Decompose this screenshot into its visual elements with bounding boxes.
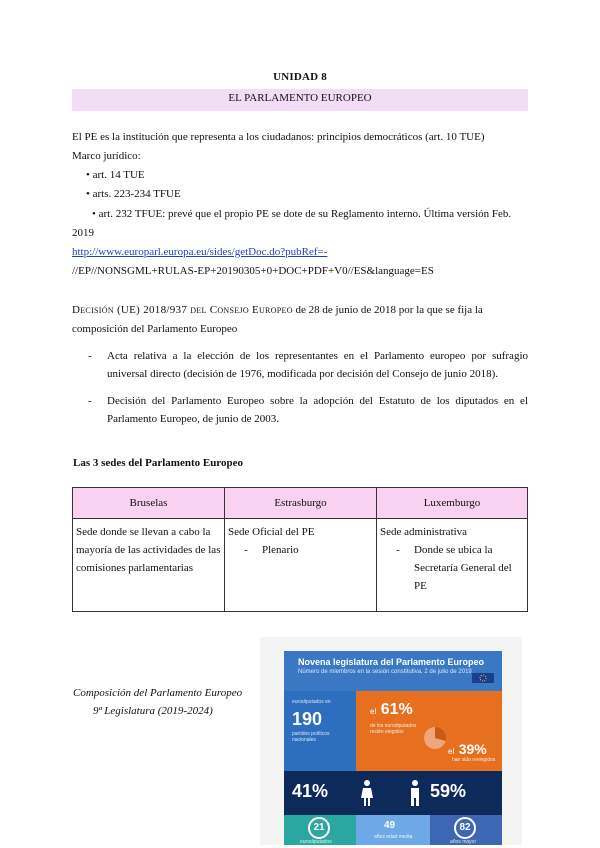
pct-prefix: el — [370, 707, 377, 716]
table-cell — [73, 519, 225, 612]
figure-caption: Composición del Parlamento Europeo — [73, 687, 243, 699]
table-header: Luxemburgo — [377, 488, 528, 519]
new-members-block — [356, 691, 502, 771]
new-members-stat — [370, 701, 413, 719]
list-item: - Plenario — [244, 541, 373, 559]
bruselas-description: Sede donde se llevan a cabo la mayoría de las actividades de las comisiones parlamentarias — [76, 526, 221, 574]
women-pct: 41% — [292, 781, 329, 801]
bullet-item: • arts. 223-234 TFUE — [86, 188, 181, 200]
gender-block — [284, 771, 502, 815]
average-age-label: años edad media — [374, 834, 413, 840]
luxemburgo-list — [380, 541, 524, 595]
table-header: Estrasburgo — [225, 488, 377, 519]
infographic-panel — [284, 651, 502, 845]
list-item: - Donde se ubica la Secretaría General del PE — [396, 541, 524, 595]
table-cell — [225, 519, 377, 612]
reelected-pct: 39% — [458, 741, 487, 757]
infographic-header — [284, 651, 502, 691]
parties-block — [284, 691, 356, 771]
woman-icon — [360, 779, 374, 807]
sedes-table — [72, 487, 528, 612]
men-pct: 59% — [430, 781, 467, 801]
infographic-subtitle: Número de miembros en la sesión constitutiva, 2 de julio de 2019 — [298, 669, 472, 675]
infographic-title: Novena legislatura del Parlamento Europeo — [298, 657, 485, 667]
reglamento-link-continuation: //EP//NONSGML+RULAS-EP+20190305+0+DOC+PDF+V0//ES&language=ES — [72, 265, 434, 277]
reglamento-link[interactable]: http://www.europarl.europa.eu/sides/getDoc.do?pubRef=- — [72, 246, 328, 258]
page-title: EL PARLAMENTO EUROPEO — [228, 92, 372, 104]
oldest-age: 82 — [454, 817, 476, 839]
composition-infographic — [260, 637, 522, 845]
unit-title: UNIDAD 8 — [273, 71, 327, 83]
table-cell — [377, 519, 528, 612]
estrasburgo-title: Sede Oficial del PE — [228, 526, 315, 538]
pie-chart-icon — [422, 725, 448, 751]
sedes-section-title: Las 3 sedes del Parlamento Europeo — [73, 457, 243, 469]
average-age: 49 — [384, 820, 396, 831]
marco-juridico-label: Marco jurídico: — [72, 150, 141, 162]
table-row — [73, 519, 528, 612]
average-age-block — [356, 815, 430, 845]
decision-line — [72, 303, 528, 317]
intro-line: El PE es la institución que representa a los ciudadanos: principios democráticos (art. 10 TUE) — [72, 131, 485, 143]
pct-prefix: el — [448, 747, 455, 756]
estrasburgo-list — [228, 541, 373, 559]
oldest-block — [430, 815, 502, 845]
luxemburgo-title: Sede administrativa — [380, 526, 468, 538]
new-members-label: de los eurodiputados recién elegidos — [370, 723, 417, 735]
list-item-text: Acta relativa a la elección de los representantes en el Parlamento europeo por sufragio universal directo (decisión de 1976, modificada por decisión del Consejo de junio 2018). — [107, 350, 528, 380]
decision-list-item — [88, 392, 528, 432]
bullet-item: • art. 14 TUE — [86, 169, 145, 181]
decision-list-item — [88, 347, 528, 387]
table-header: Bruselas — [73, 488, 225, 519]
decision-reference: Decisión (UE) 2018/937 del Consejo Europeo — [72, 304, 293, 316]
youngest-age: 21 — [308, 817, 330, 839]
parties-count: 190 — [292, 709, 323, 729]
list-item-text: Decisión del Parlamento Europeo sobre la adopción del Estatuto de los diputados en el Parlamento Europeo, de junio de 2003. — [107, 395, 528, 425]
eu-flag-icon — [472, 673, 494, 683]
table-header-row — [73, 488, 528, 519]
man-icon — [408, 779, 422, 807]
oldest-label: años mayor — [450, 839, 477, 845]
youngest-block — [284, 815, 356, 845]
bullet-item: • art. 232 TFUE: prevé que el propio PE se dote de su Reglamento interno. Última versión Feb. — [92, 208, 512, 220]
parties-prefix: eurodiputados en — [292, 699, 331, 705]
list-dash: - — [88, 395, 92, 407]
decision-line-2: composición del Parlamento Europeo — [72, 323, 238, 335]
list-dash: - — [88, 350, 92, 362]
parties-label: partidos políticos nacionales — [292, 731, 330, 743]
bullet-item-continuation: 2019 — [72, 227, 94, 239]
reelected-label: han sido reelegidos — [452, 757, 496, 763]
figure-caption-subtitle: 9ª Legislatura (2019-2024) — [93, 705, 213, 717]
youngest-label: eurodiputados — [300, 839, 332, 845]
decision-text: de 28 de junio de 2018 por la que se fija la — [292, 304, 483, 316]
new-members-pct: 61% — [380, 701, 413, 718]
